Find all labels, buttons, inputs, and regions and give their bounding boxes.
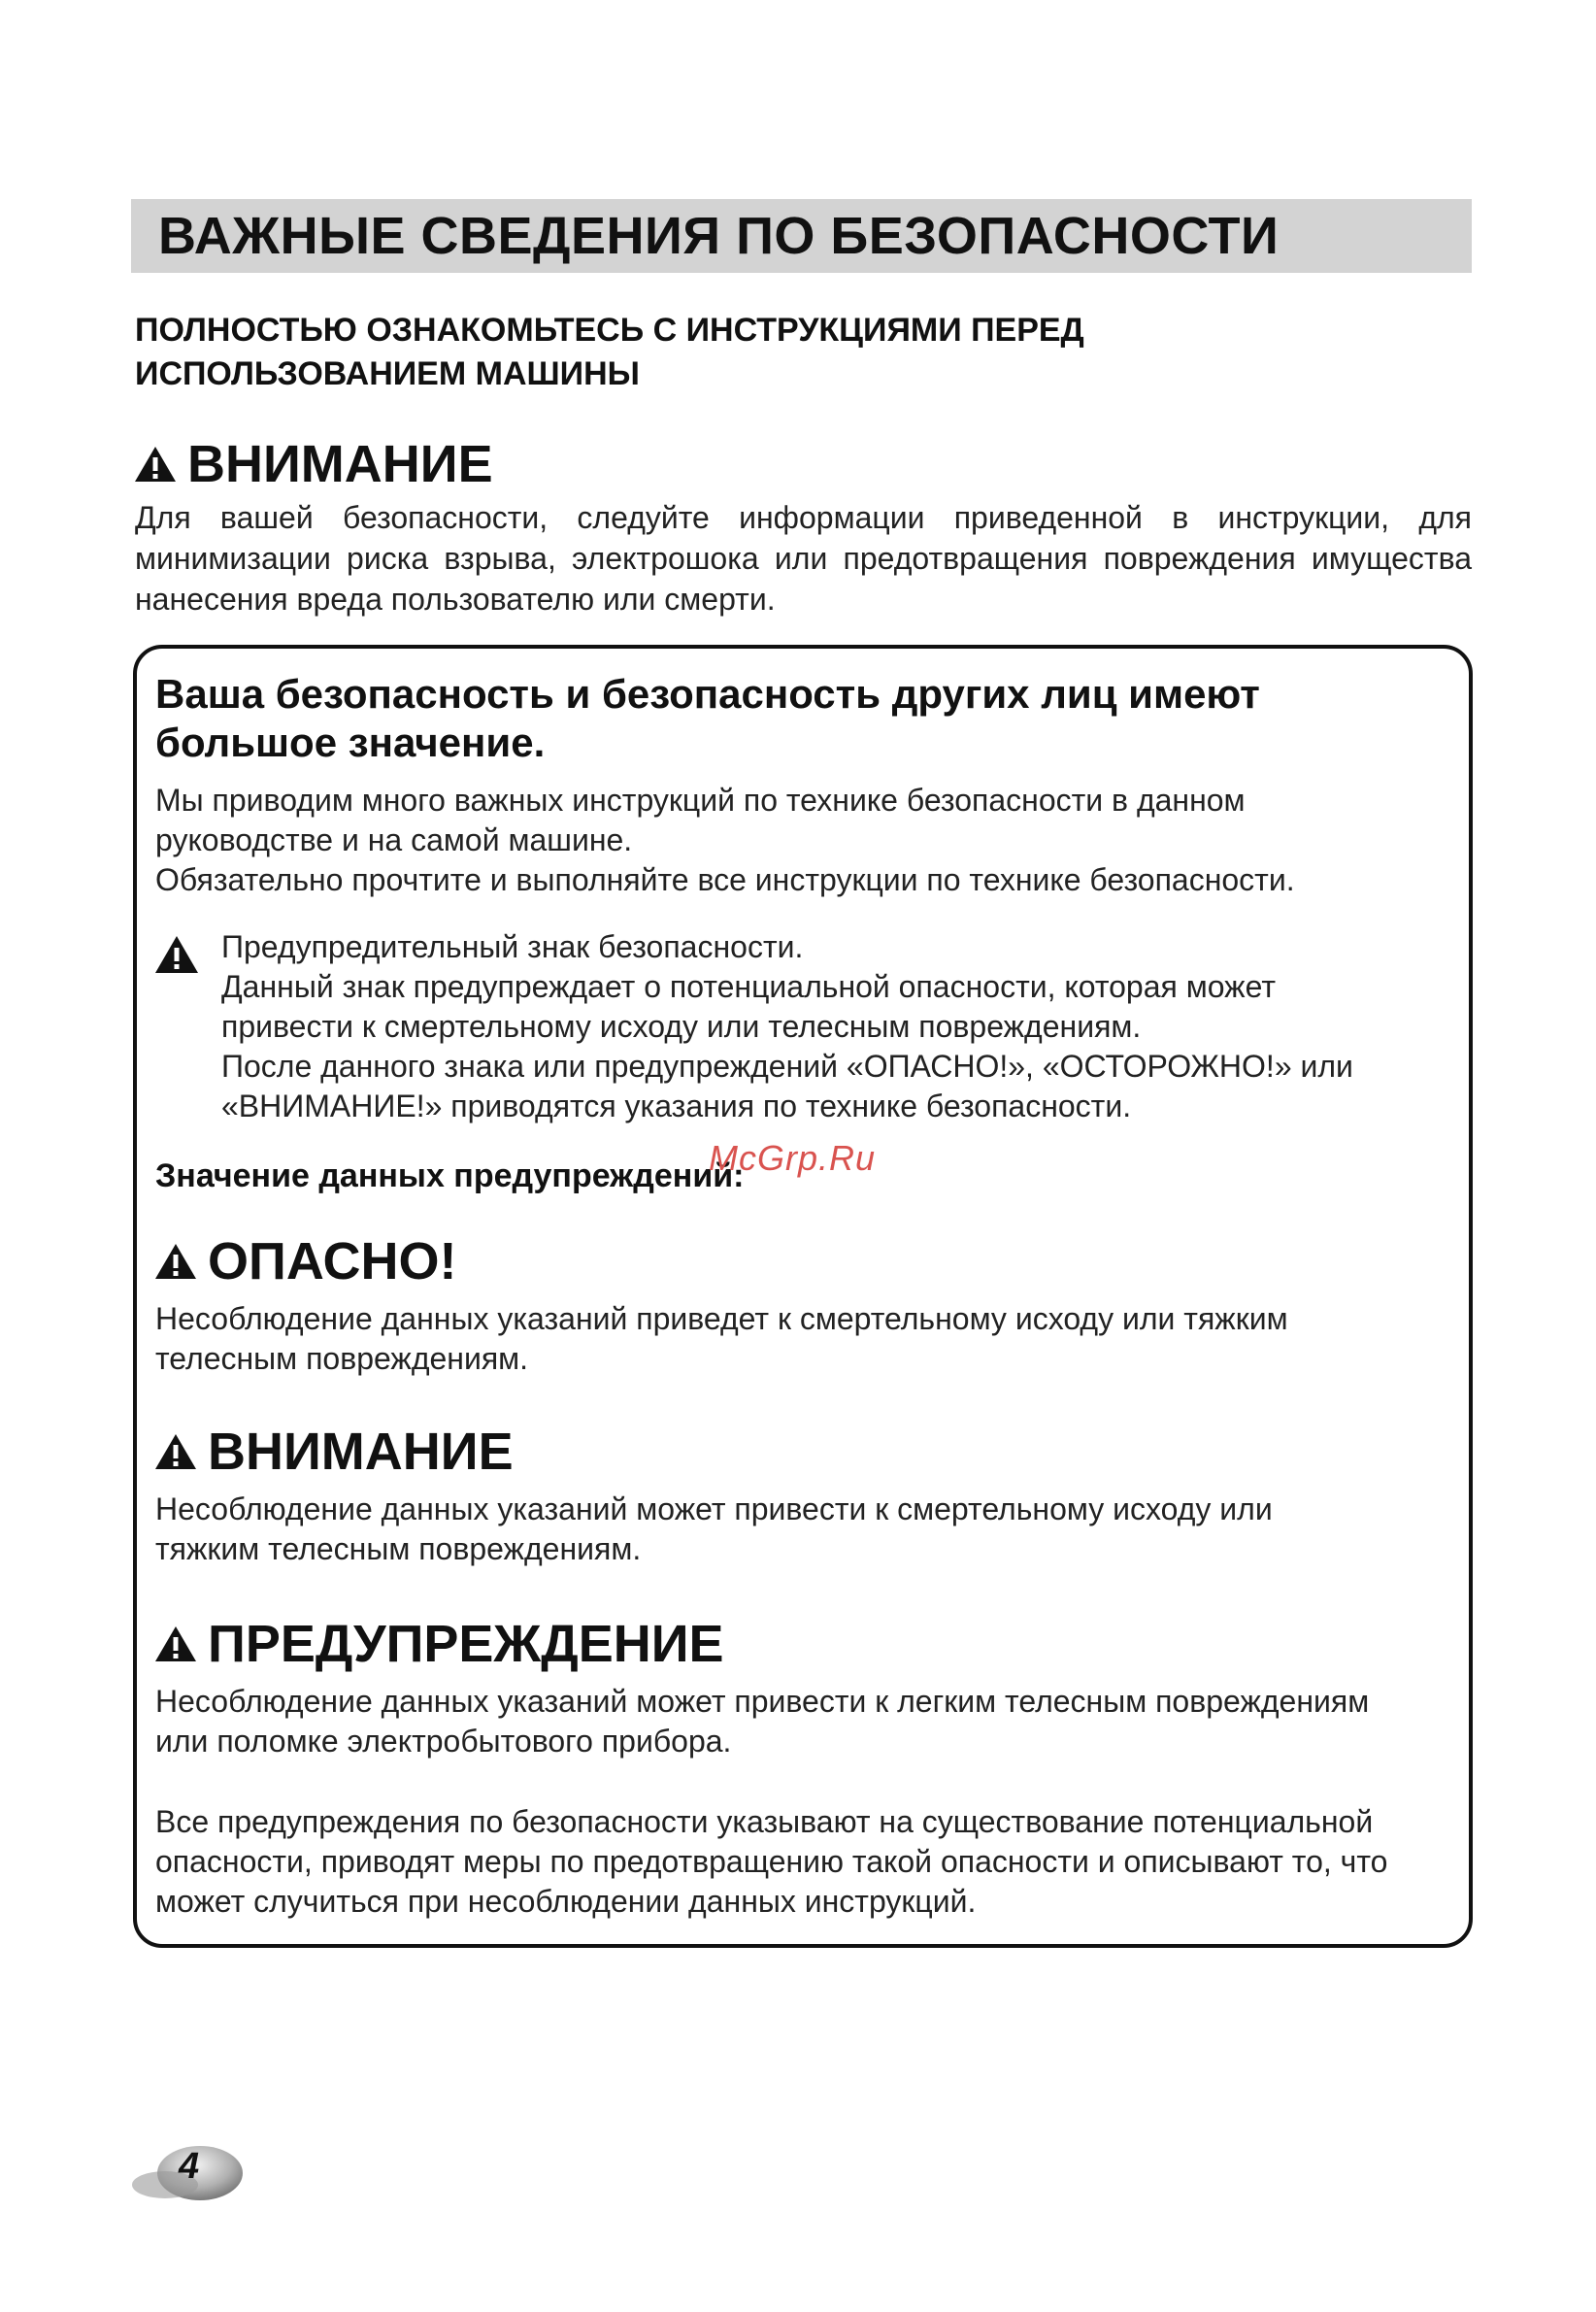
warning-triangle-icon: [133, 445, 178, 484]
caution-heading-label: ПРЕДУПРЕЖДЕНИЕ: [208, 1615, 724, 1673]
text-line: «ВНИМАНИЕ!» приводятся указания по технике безопасности.: [221, 1089, 1132, 1123]
page-number: 4: [179, 2146, 200, 2187]
box-intro-text: [155, 781, 1437, 900]
safety-alert-icon: [153, 934, 200, 975]
danger-text: [155, 1299, 1437, 1379]
warning-intro-text: Для вашей безопасности, следуйте информации приведенной в инструкции, для минимизации риска взрыва, электрошока или предотвращения повреждения имущества нанесения вреда пользователю или смерти.: [135, 500, 1472, 617]
meaning-label: Значение данных предупреждений:: [155, 1157, 745, 1194]
box-title: [155, 670, 1456, 767]
text-line: тяжким телесным повреждениям.: [155, 1531, 642, 1566]
text-line: Предупредительный знак безопасности.: [221, 929, 804, 964]
text-line: Все предупреждения по безопасности указывают на существование потенциальной: [155, 1804, 1374, 1839]
text-line: Несоблюдение данных указаний может привести к смертельному исходу или: [155, 1491, 1273, 1526]
warning-triangle-icon: [153, 1242, 198, 1281]
page-title: ВАЖНЫЕ СВЕДЕНИЯ ПО БЕЗОПАСНОСТИ: [158, 207, 1280, 265]
text-line: Мы приводим много важных инструкций по технике безопасности в данном: [155, 783, 1246, 818]
warning-level-heading: [153, 1421, 514, 1483]
text-line: привести к смертельному исходу или телесным повреждениям.: [221, 1009, 1142, 1044]
title-bar: [131, 199, 1472, 273]
text-line: Несоблюдение данных указаний может привести к легким телесным повреждениям: [155, 1684, 1370, 1719]
text-line: руководстве и на самой машине.: [155, 822, 633, 857]
text-line: После данного знака или предупреждений «ОПАСНО!», «ОСТОРОЖНО!» или: [221, 1049, 1353, 1084]
danger-heading-label: ОПАСНО!: [208, 1232, 457, 1290]
text-line: телесным повреждениям.: [155, 1341, 529, 1376]
subtitle: [135, 309, 1300, 396]
text-line: Обязательно прочтите и выполняйте все инструкции по технике безопасности.: [155, 862, 1295, 897]
watermark: McGrp.Ru: [709, 1138, 877, 1178]
text-line: опасности, приводят меры по предотвращению такой опасности и описывают то, что: [155, 1844, 1388, 1879]
warning-level-text: [155, 1490, 1437, 1569]
subtitle-line: ПОЛНОСТЬЮ ОЗНАКОМЬТЕСЬ С ИНСТРУКЦИЯМИ ПЕРЕД: [135, 312, 1084, 349]
safety-sign-description: [221, 927, 1445, 1126]
caution-heading: [153, 1613, 724, 1675]
warning-triangle-icon: [153, 1625, 198, 1663]
box-title-line: Ваша безопасность и безопасность других лиц имеют: [155, 671, 1260, 717]
text-line: или поломке электробытового прибора.: [155, 1724, 732, 1759]
danger-heading: [153, 1230, 456, 1292]
caution-text: [155, 1682, 1437, 1761]
text-line: может случиться при несоблюдении данных инструкций.: [155, 1884, 977, 1919]
warning-heading-label: ВНИМАНИЕ: [187, 435, 493, 493]
warning-triangle-icon: [153, 1432, 198, 1471]
text-line: Несоблюдение данных указаний приведет к смертельному исходу или тяжким: [155, 1301, 1288, 1336]
box-title-line: большое значение.: [155, 720, 546, 765]
text-line: Данный знак предупреждает о потенциальной опасности, которая может: [221, 969, 1276, 1004]
warning-level-heading-label: ВНИМАНИЕ: [208, 1423, 514, 1481]
warning-heading: [133, 432, 493, 496]
closing-text: [155, 1802, 1446, 1922]
subtitle-line: ИСПОЛЬЗОВАНИЕМ МАШИНЫ: [135, 355, 640, 392]
